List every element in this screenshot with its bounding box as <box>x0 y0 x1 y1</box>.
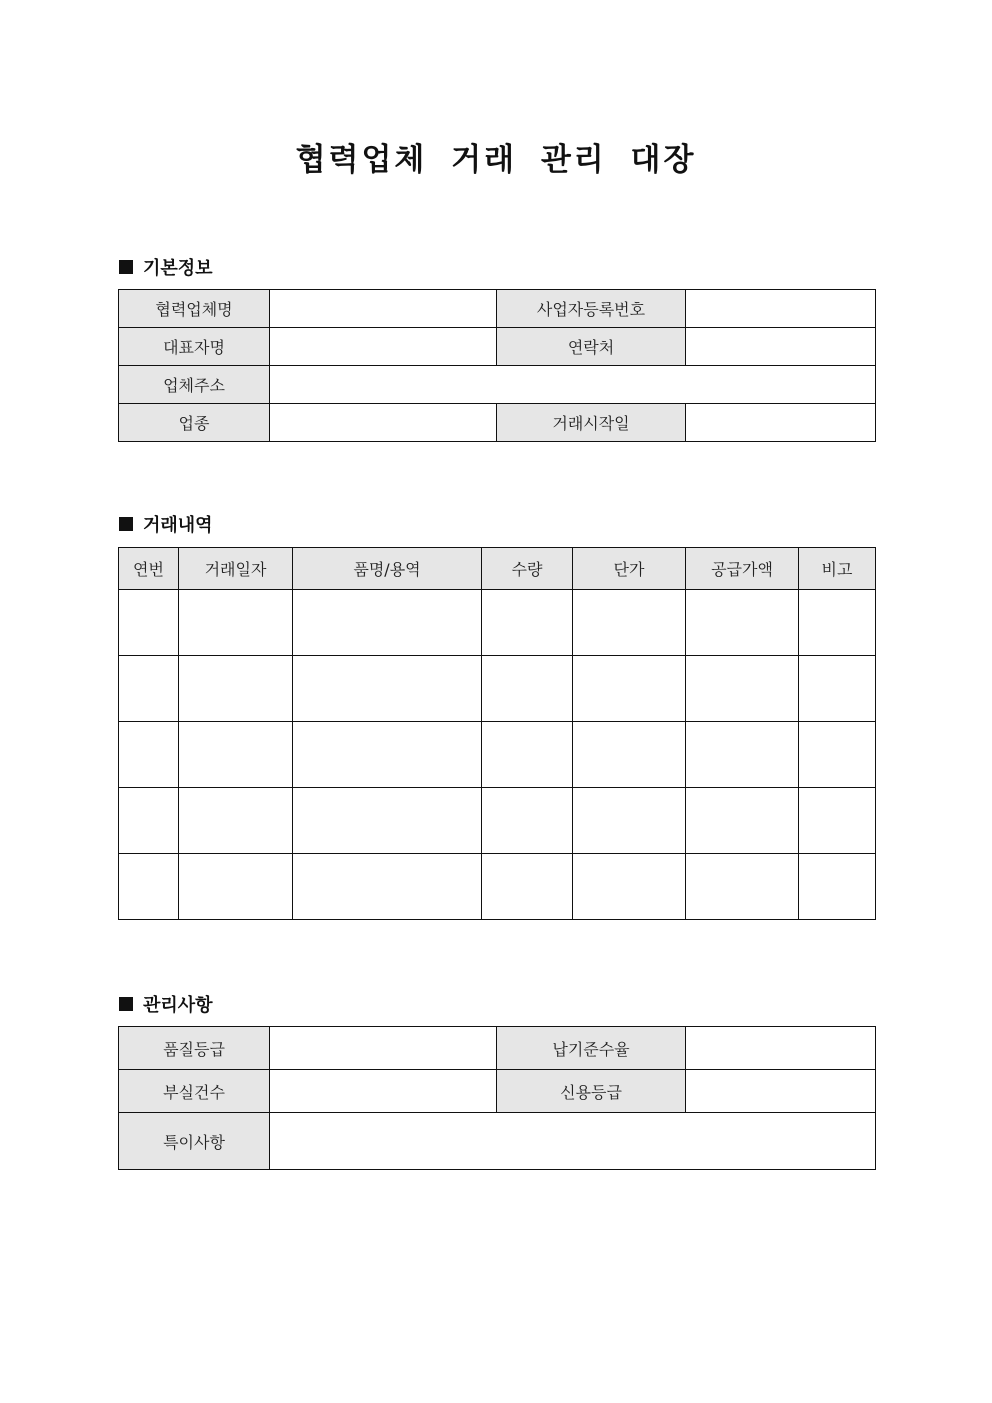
cell-item[interactable] <box>293 590 482 656</box>
business-reg-no-field[interactable] <box>686 290 876 328</box>
cell-supply-amount[interactable] <box>686 854 799 920</box>
cell-note[interactable] <box>799 854 876 920</box>
transactions-table <box>118 547 876 920</box>
address-field[interactable] <box>270 366 876 404</box>
table-row <box>119 1027 876 1070</box>
delivery-rate-field[interactable] <box>686 1027 876 1070</box>
cell-seq[interactable] <box>119 656 179 722</box>
quality-grade-field[interactable] <box>270 1027 497 1070</box>
table-row <box>119 1070 876 1113</box>
contact-field[interactable] <box>686 328 876 366</box>
cell-quantity[interactable] <box>482 656 573 722</box>
cell-note[interactable] <box>799 788 876 854</box>
table-header-row <box>119 548 876 590</box>
cell-seq[interactable] <box>119 788 179 854</box>
representative-field[interactable] <box>270 328 497 366</box>
cell-date[interactable] <box>179 590 293 656</box>
cell-date[interactable] <box>179 722 293 788</box>
basic-info-table <box>118 289 876 442</box>
col-header-note: 비고 <box>799 548 876 590</box>
table-row <box>119 328 876 366</box>
section-basic-info-title: 기본정보 <box>143 258 213 279</box>
label-credit-grade: 신용등급 <box>497 1070 686 1113</box>
cell-item[interactable] <box>293 722 482 788</box>
cell-note[interactable] <box>799 656 876 722</box>
cell-quantity[interactable] <box>482 722 573 788</box>
table-row <box>119 404 876 442</box>
cell-supply-amount[interactable] <box>686 722 799 788</box>
section-management-title: 관리사항 <box>143 995 213 1016</box>
square-bullet-icon <box>119 517 133 531</box>
col-header-unit-price: 단가 <box>573 548 686 590</box>
cell-quantity[interactable] <box>482 788 573 854</box>
cell-note[interactable] <box>799 722 876 788</box>
table-row <box>119 854 876 920</box>
section-transactions-title: 거래내역 <box>143 515 213 536</box>
label-industry: 업종 <box>119 404 270 442</box>
table-row <box>119 590 876 656</box>
label-contact: 연락처 <box>497 328 686 366</box>
management-table <box>118 1026 876 1170</box>
table-row <box>119 722 876 788</box>
label-remarks: 특이사항 <box>119 1113 270 1170</box>
cell-item[interactable] <box>293 788 482 854</box>
label-quality-grade: 품질등급 <box>119 1027 270 1070</box>
industry-field[interactable] <box>270 404 497 442</box>
cell-seq[interactable] <box>119 722 179 788</box>
section-management-heading <box>119 991 213 1017</box>
cell-date[interactable] <box>179 656 293 722</box>
label-defect-count: 부실건수 <box>119 1070 270 1113</box>
table-row <box>119 656 876 722</box>
col-header-supply-amount: 공급가액 <box>686 548 799 590</box>
page-title: 협력업체 거래 관리 대장 <box>295 142 697 178</box>
square-bullet-icon <box>119 997 133 1011</box>
label-company-name: 협력업체명 <box>119 290 270 328</box>
label-address: 업체주소 <box>119 366 270 404</box>
table-row <box>119 1113 876 1170</box>
cell-seq[interactable] <box>119 590 179 656</box>
cell-unit-price[interactable] <box>573 590 686 656</box>
credit-grade-field[interactable] <box>686 1070 876 1113</box>
cell-date[interactable] <box>179 854 293 920</box>
table-row <box>119 366 876 404</box>
remarks-field[interactable] <box>270 1113 876 1170</box>
cell-item[interactable] <box>293 656 482 722</box>
label-start-date: 거래시작일 <box>497 404 686 442</box>
col-header-quantity: 수량 <box>482 548 573 590</box>
label-representative: 대표자명 <box>119 328 270 366</box>
label-business-reg-no: 사업자등록번호 <box>497 290 686 328</box>
col-header-date: 거래일자 <box>179 548 293 590</box>
cell-quantity[interactable] <box>482 590 573 656</box>
table-row <box>119 290 876 328</box>
square-bullet-icon <box>119 260 133 274</box>
section-basic-info-heading <box>119 254 213 280</box>
label-delivery-rate: 납기준수율 <box>497 1027 686 1070</box>
cell-unit-price[interactable] <box>573 656 686 722</box>
col-header-seq: 연번 <box>119 548 179 590</box>
cell-unit-price[interactable] <box>573 788 686 854</box>
cell-item[interactable] <box>293 854 482 920</box>
company-name-field[interactable] <box>270 290 497 328</box>
cell-note[interactable] <box>799 590 876 656</box>
defect-count-field[interactable] <box>270 1070 497 1113</box>
cell-unit-price[interactable] <box>573 722 686 788</box>
cell-quantity[interactable] <box>482 854 573 920</box>
start-date-field[interactable] <box>686 404 876 442</box>
section-transactions-heading <box>119 511 213 537</box>
cell-unit-price[interactable] <box>573 854 686 920</box>
cell-supply-amount[interactable] <box>686 656 799 722</box>
col-header-item: 품명/용역 <box>293 548 482 590</box>
cell-supply-amount[interactable] <box>686 788 799 854</box>
cell-seq[interactable] <box>119 854 179 920</box>
cell-date[interactable] <box>179 788 293 854</box>
table-row <box>119 788 876 854</box>
cell-supply-amount[interactable] <box>686 590 799 656</box>
